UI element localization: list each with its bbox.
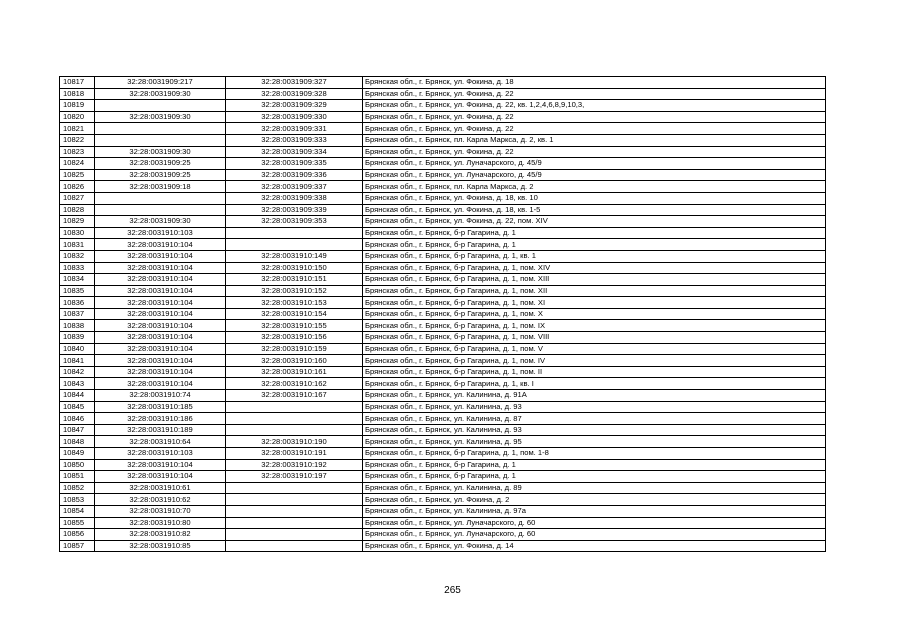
address-cell: Брянская обл., г. Брянск, ул. Луначарского, д. 45/9 xyxy=(363,158,826,170)
table-row xyxy=(60,181,826,193)
old-cadastral-number-cell: 32:28:0031910:104 xyxy=(95,332,226,344)
row-number-cell: 10856 xyxy=(60,529,95,541)
old-cadastral-number-cell: 32:28:0031909:30 xyxy=(95,216,226,228)
row-number-cell: 10845 xyxy=(60,401,95,413)
old-cadastral-number-cell: 32:28:0031910:103 xyxy=(95,448,226,460)
address-cell: Брянская обл., г. Брянск, ул. Калинина, д. 93 xyxy=(363,401,826,413)
old-cadastral-number-cell: 32:28:0031910:104 xyxy=(95,471,226,483)
old-cadastral-number-cell: 32:28:0031910:104 xyxy=(95,250,226,262)
old-cadastral-number-cell: 32:28:0031909:30 xyxy=(95,146,226,158)
address-cell: Брянская обл., г. Брянск, ул. Фокина, д. 22 xyxy=(363,88,826,100)
row-number-cell: 10821 xyxy=(60,123,95,135)
old-cadastral-number-cell: 32:28:0031910:104 xyxy=(95,297,226,309)
row-number-cell: 10854 xyxy=(60,505,95,517)
address-cell: Брянская обл., г. Брянск, б-р Гагарина, д. 1, кв. I xyxy=(363,378,826,390)
address-cell: Брянская обл., г. Брянск, ул. Фокина, д. 2 xyxy=(363,494,826,506)
new-cadastral-number-cell: 32:28:0031909:328 xyxy=(226,88,363,100)
new-cadastral-number-cell: 32:28:0031909:339 xyxy=(226,204,363,216)
old-cadastral-number-cell: 32:28:0031909:18 xyxy=(95,181,226,193)
address-cell: Брянская обл., г. Брянск, ул. Фокина, д. 22 xyxy=(363,111,826,123)
table-row xyxy=(60,320,826,332)
address-cell: Брянская обл., г. Брянск, ул. Фокина, д. 18 xyxy=(363,77,826,89)
old-cadastral-number-cell: 32:28:0031910:104 xyxy=(95,239,226,251)
row-number-cell: 10844 xyxy=(60,390,95,402)
row-number-cell: 10831 xyxy=(60,239,95,251)
old-cadastral-number-cell: 32:28:0031910:85 xyxy=(95,540,226,552)
address-cell: Брянская обл., г. Брянск, б-р Гагарина, д. 1, пом. II xyxy=(363,366,826,378)
row-number-cell: 10841 xyxy=(60,355,95,367)
row-number-cell: 10839 xyxy=(60,332,95,344)
old-cadastral-number-cell xyxy=(95,134,226,146)
new-cadastral-number-cell: 32:28:0031909:333 xyxy=(226,134,363,146)
old-cadastral-number-cell: 32:28:0031910:104 xyxy=(95,355,226,367)
old-cadastral-number-cell: 32:28:0031910:80 xyxy=(95,517,226,529)
address-cell: Брянская обл., г. Брянск, б-р Гагарина, д. 1, пом. X xyxy=(363,308,826,320)
table-row xyxy=(60,471,826,483)
table-row xyxy=(60,448,826,460)
address-cell: Брянская обл., г. Брянск, ул. Калинина, д. 93 xyxy=(363,424,826,436)
old-cadastral-number-cell: 32:28:0031910:82 xyxy=(95,529,226,541)
new-cadastral-number-cell: 32:28:0031909:331 xyxy=(226,123,363,135)
address-cell: Брянская обл., г. Брянск, ул. Калинина, д. 89 xyxy=(363,482,826,494)
old-cadastral-number-cell xyxy=(95,192,226,204)
row-number-cell: 10851 xyxy=(60,471,95,483)
row-number-cell: 10830 xyxy=(60,227,95,239)
address-cell: Брянская обл., г. Брянск, б-р Гагарина, д. 1, кв. 1 xyxy=(363,250,826,262)
table-row xyxy=(60,88,826,100)
address-cell: Брянская обл., г. Брянск, ул. Калинина, д. 91А xyxy=(363,390,826,402)
row-number-cell: 10842 xyxy=(60,366,95,378)
old-cadastral-number-cell: 32:28:0031909:217 xyxy=(95,77,226,89)
table-row xyxy=(60,158,826,170)
table-row xyxy=(60,250,826,262)
address-cell: Брянская обл., г. Брянск, ул. Луначарского, д. 60 xyxy=(363,529,826,541)
row-number-cell: 10846 xyxy=(60,413,95,425)
table-row xyxy=(60,77,826,89)
row-number-cell: 10828 xyxy=(60,204,95,216)
address-cell: Брянская обл., г. Брянск, пл. Карла Маркса, д. 2, кв. 1 xyxy=(363,134,826,146)
new-cadastral-number-cell xyxy=(226,413,363,425)
old-cadastral-number-cell: 32:28:0031909:30 xyxy=(95,88,226,100)
row-number-cell: 10835 xyxy=(60,285,95,297)
table-row xyxy=(60,308,826,320)
new-cadastral-number-cell: 32:28:0031909:336 xyxy=(226,169,363,181)
new-cadastral-number-cell: 32:28:0031910:159 xyxy=(226,343,363,355)
address-cell: Брянская обл., г. Брянск, ул. Фокина, д. 18, кв. 10 xyxy=(363,192,826,204)
new-cadastral-number-cell: 32:28:0031909:338 xyxy=(226,192,363,204)
new-cadastral-number-cell xyxy=(226,494,363,506)
new-cadastral-number-cell: 32:28:0031910:162 xyxy=(226,378,363,390)
table-row xyxy=(60,540,826,552)
old-cadastral-number-cell: 32:28:0031909:30 xyxy=(95,111,226,123)
table-row xyxy=(60,262,826,274)
address-cell: Брянская обл., г. Брянск, б-р Гагарина, д. 1, пом. XII xyxy=(363,285,826,297)
table-row xyxy=(60,459,826,471)
address-cell: Брянская обл., г. Брянск, ул. Фокина, д. 22 xyxy=(363,123,826,135)
new-cadastral-number-cell: 32:28:0031909:327 xyxy=(226,77,363,89)
new-cadastral-number-cell xyxy=(226,227,363,239)
table-row xyxy=(60,134,826,146)
old-cadastral-number-cell: 32:28:0031910:104 xyxy=(95,285,226,297)
table-row xyxy=(60,227,826,239)
address-cell: Брянская обл., г. Брянск, б-р Гагарина, д. 1 xyxy=(363,239,826,251)
address-cell: Брянская обл., г. Брянск, б-р Гагарина, д. 1, пом. V xyxy=(363,343,826,355)
row-number-cell: 10818 xyxy=(60,88,95,100)
table-row xyxy=(60,482,826,494)
new-cadastral-number-cell xyxy=(226,540,363,552)
table-row xyxy=(60,355,826,367)
new-cadastral-number-cell: 32:28:0031909:353 xyxy=(226,216,363,228)
address-cell: Брянская обл., г. Брянск, ул. Фокина, д. 22, пом. XIV xyxy=(363,216,826,228)
row-number-cell: 10848 xyxy=(60,436,95,448)
old-cadastral-number-cell: 32:28:0031910:70 xyxy=(95,505,226,517)
address-cell: Брянская обл., г. Брянск, ул. Фокина, д. 22, кв. 1,2,4,6,8,9,10,3, xyxy=(363,100,826,112)
table-row xyxy=(60,204,826,216)
table-row xyxy=(60,123,826,135)
new-cadastral-number-cell: 32:28:0031910:156 xyxy=(226,332,363,344)
row-number-cell: 10819 xyxy=(60,100,95,112)
row-number-cell: 10840 xyxy=(60,343,95,355)
old-cadastral-number-cell: 32:28:0031910:104 xyxy=(95,366,226,378)
old-cadastral-number-cell: 32:28:0031910:62 xyxy=(95,494,226,506)
row-number-cell: 10837 xyxy=(60,308,95,320)
new-cadastral-number-cell: 32:28:0031910:153 xyxy=(226,297,363,309)
row-number-cell: 10834 xyxy=(60,274,95,286)
table-row xyxy=(60,239,826,251)
old-cadastral-number-cell: 32:28:0031909:25 xyxy=(95,158,226,170)
new-cadastral-number-cell: 32:28:0031910:161 xyxy=(226,366,363,378)
old-cadastral-number-cell: 32:28:0031910:104 xyxy=(95,320,226,332)
address-cell: Брянская обл., г. Брянск, б-р Гагарина, д. 1, пом. XI xyxy=(363,297,826,309)
address-cell: Брянская обл., г. Брянск, ул. Калинина, д. 87 xyxy=(363,413,826,425)
new-cadastral-number-cell: 32:28:0031910:160 xyxy=(226,355,363,367)
old-cadastral-number-cell: 32:28:0031910:103 xyxy=(95,227,226,239)
table-row xyxy=(60,146,826,158)
new-cadastral-number-cell: 32:28:0031910:152 xyxy=(226,285,363,297)
table-row xyxy=(60,297,826,309)
row-number-cell: 10847 xyxy=(60,424,95,436)
table-row xyxy=(60,192,826,204)
address-cell: Брянская обл., г. Брянск, б-р Гагарина, д. 1 xyxy=(363,459,826,471)
row-number-cell: 10849 xyxy=(60,448,95,460)
old-cadastral-number-cell xyxy=(95,204,226,216)
table-row xyxy=(60,274,826,286)
new-cadastral-number-cell xyxy=(226,424,363,436)
table-row xyxy=(60,216,826,228)
new-cadastral-number-cell: 32:28:0031909:330 xyxy=(226,111,363,123)
address-cell: Брянская обл., г. Брянск, ул. Калинина, д. 95 xyxy=(363,436,826,448)
address-cell: Брянская обл., г. Брянск, б-р Гагарина, д. 1, пом. IV xyxy=(363,355,826,367)
new-cadastral-number-cell: 32:28:0031910:167 xyxy=(226,390,363,402)
table-row xyxy=(60,529,826,541)
new-cadastral-number-cell: 32:28:0031909:334 xyxy=(226,146,363,158)
address-cell: Брянская обл., г. Брянск, пл. Карла Маркса, д. 2 xyxy=(363,181,826,193)
row-number-cell: 10825 xyxy=(60,169,95,181)
cadastral-register-table xyxy=(59,76,826,552)
address-cell: Брянская обл., г. Брянск, б-р Гагарина, д. 1 xyxy=(363,227,826,239)
row-number-cell: 10832 xyxy=(60,250,95,262)
table-body xyxy=(60,77,826,552)
old-cadastral-number-cell: 32:28:0031910:104 xyxy=(95,378,226,390)
old-cadastral-number-cell: 32:28:0031910:185 xyxy=(95,401,226,413)
old-cadastral-number-cell: 32:28:0031910:104 xyxy=(95,343,226,355)
new-cadastral-number-cell xyxy=(226,529,363,541)
new-cadastral-number-cell: 32:28:0031910:149 xyxy=(226,250,363,262)
old-cadastral-number-cell: 32:28:0031910:64 xyxy=(95,436,226,448)
row-number-cell: 10822 xyxy=(60,134,95,146)
old-cadastral-number-cell: 32:28:0031910:104 xyxy=(95,262,226,274)
table-row xyxy=(60,517,826,529)
row-number-cell: 10843 xyxy=(60,378,95,390)
row-number-cell: 10827 xyxy=(60,192,95,204)
address-cell: Брянская обл., г. Брянск, ул. Фокина, д. 18, кв. 1-5 xyxy=(363,204,826,216)
old-cadastral-number-cell xyxy=(95,123,226,135)
old-cadastral-number-cell: 32:28:0031910:104 xyxy=(95,308,226,320)
table-row xyxy=(60,436,826,448)
row-number-cell: 10824 xyxy=(60,158,95,170)
new-cadastral-number-cell: 32:28:0031910:151 xyxy=(226,274,363,286)
address-cell: Брянская обл., г. Брянск, ул. Луначарского, д. 60 xyxy=(363,517,826,529)
table-row xyxy=(60,390,826,402)
table-row xyxy=(60,111,826,123)
old-cadastral-number-cell xyxy=(95,100,226,112)
old-cadastral-number-cell: 32:28:0031910:189 xyxy=(95,424,226,436)
new-cadastral-number-cell: 32:28:0031910:154 xyxy=(226,308,363,320)
address-cell: Брянская обл., г. Брянск, ул. Луначарского, д. 45/9 xyxy=(363,169,826,181)
address-cell: Брянская обл., г. Брянск, б-р Гагарина, д. 1, пом. XIV xyxy=(363,262,826,274)
table-row xyxy=(60,343,826,355)
address-cell: Брянская обл., г. Брянск, б-р Гагарина, д. 1, пом. 1-8 xyxy=(363,448,826,460)
old-cadastral-number-cell: 32:28:0031910:186 xyxy=(95,413,226,425)
table-row xyxy=(60,366,826,378)
new-cadastral-number-cell xyxy=(226,517,363,529)
table-row xyxy=(60,332,826,344)
row-number-cell: 10853 xyxy=(60,494,95,506)
row-number-cell: 10823 xyxy=(60,146,95,158)
table-row xyxy=(60,413,826,425)
row-number-cell: 10833 xyxy=(60,262,95,274)
new-cadastral-number-cell: 32:28:0031910:190 xyxy=(226,436,363,448)
address-cell: Брянская обл., г. Брянск, б-р Гагарина, д. 1 xyxy=(363,471,826,483)
table-row xyxy=(60,285,826,297)
table-row xyxy=(60,169,826,181)
address-cell: Брянская обл., г. Брянск, ул. Фокина, д. 14 xyxy=(363,540,826,552)
page-number: 265 xyxy=(444,585,461,596)
old-cadastral-number-cell: 32:28:0031910:104 xyxy=(95,274,226,286)
address-cell: Брянская обл., г. Брянск, ул. Фокина, д. 22 xyxy=(363,146,826,158)
row-number-cell: 10820 xyxy=(60,111,95,123)
new-cadastral-number-cell: 32:28:0031910:191 xyxy=(226,448,363,460)
new-cadastral-number-cell xyxy=(226,505,363,517)
old-cadastral-number-cell: 32:28:0031909:25 xyxy=(95,169,226,181)
old-cadastral-number-cell: 32:28:0031910:104 xyxy=(95,459,226,471)
address-cell: Брянская обл., г. Брянск, б-р Гагарина, д. 1, пом. XIII xyxy=(363,274,826,286)
address-cell: Брянская обл., г. Брянск, б-р Гагарина, д. 1, пом. IX xyxy=(363,320,826,332)
table-row xyxy=(60,494,826,506)
address-cell: Брянская обл., г. Брянск, ул. Калинина, д. 97а xyxy=(363,505,826,517)
row-number-cell: 10826 xyxy=(60,181,95,193)
new-cadastral-number-cell: 32:28:0031910:197 xyxy=(226,471,363,483)
new-cadastral-number-cell xyxy=(226,239,363,251)
new-cadastral-number-cell: 32:28:0031909:335 xyxy=(226,158,363,170)
table-row xyxy=(60,378,826,390)
old-cadastral-number-cell: 32:28:0031910:74 xyxy=(95,390,226,402)
row-number-cell: 10838 xyxy=(60,320,95,332)
table-row xyxy=(60,424,826,436)
new-cadastral-number-cell: 32:28:0031910:192 xyxy=(226,459,363,471)
row-number-cell: 10829 xyxy=(60,216,95,228)
row-number-cell: 10852 xyxy=(60,482,95,494)
row-number-cell: 10850 xyxy=(60,459,95,471)
row-number-cell: 10855 xyxy=(60,517,95,529)
old-cadastral-number-cell: 32:28:0031910:61 xyxy=(95,482,226,494)
row-number-cell: 10817 xyxy=(60,77,95,89)
table-row xyxy=(60,100,826,112)
table-row xyxy=(60,505,826,517)
row-number-cell: 10836 xyxy=(60,297,95,309)
new-cadastral-number-cell xyxy=(226,482,363,494)
new-cadastral-number-cell: 32:28:0031910:155 xyxy=(226,320,363,332)
new-cadastral-number-cell: 32:28:0031910:150 xyxy=(226,262,363,274)
address-cell: Брянская обл., г. Брянск, б-р Гагарина, д. 1, пом. VIII xyxy=(363,332,826,344)
new-cadastral-number-cell: 32:28:0031909:329 xyxy=(226,100,363,112)
new-cadastral-number-cell xyxy=(226,401,363,413)
new-cadastral-number-cell: 32:28:0031909:337 xyxy=(226,181,363,193)
row-number-cell: 10857 xyxy=(60,540,95,552)
table-row xyxy=(60,401,826,413)
